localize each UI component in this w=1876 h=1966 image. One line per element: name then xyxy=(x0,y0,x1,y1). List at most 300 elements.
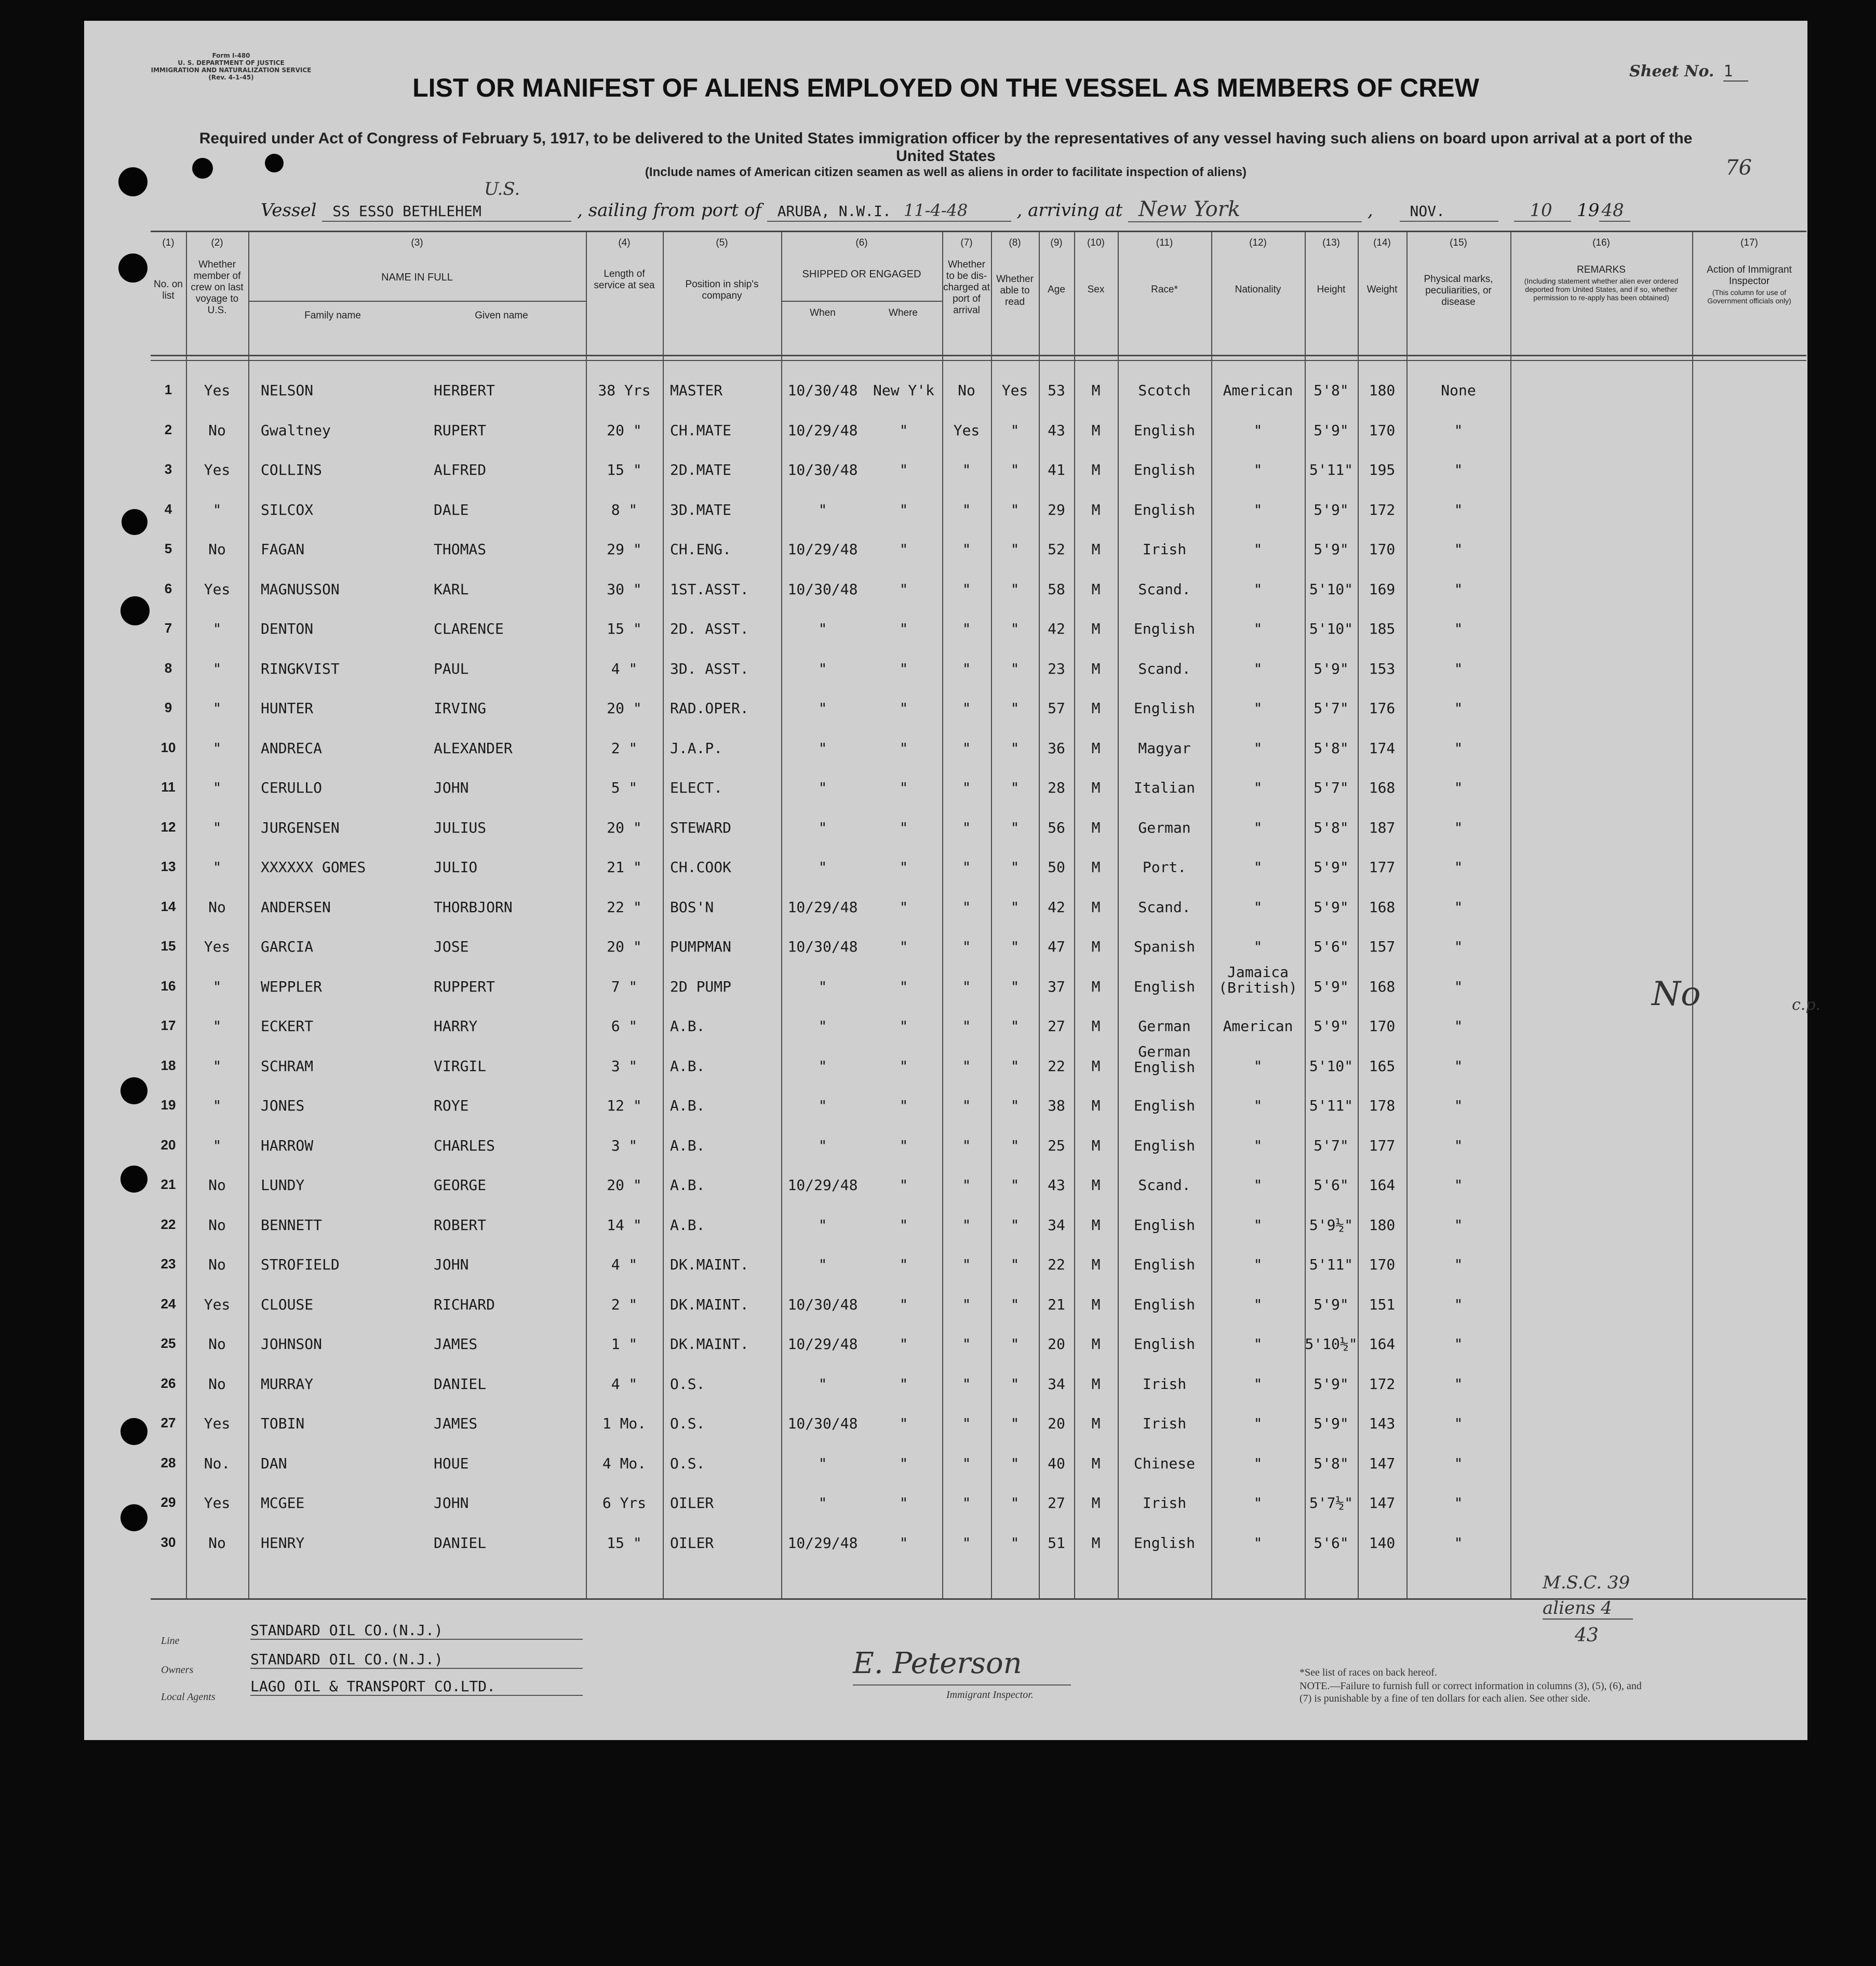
cell-no: 15 xyxy=(160,938,176,954)
cell-weight: 151 xyxy=(1369,1296,1396,1313)
cell-discharged: " xyxy=(962,938,971,955)
cell-length: 4 " xyxy=(611,1256,638,1273)
cell-age: 51 xyxy=(1048,1534,1065,1552)
cell-where: " xyxy=(899,422,908,439)
column-rule xyxy=(186,232,187,1598)
cell-age: 25 xyxy=(1048,1137,1065,1154)
header-given-name: Given name xyxy=(475,310,528,321)
tally-aliens: aliens 4 xyxy=(1543,1598,1633,1620)
owners-value: STANDARD OIL CO.(N.J.) xyxy=(250,1651,583,1669)
cell-weight: 168 xyxy=(1369,779,1396,796)
cell-length: 21 " xyxy=(607,859,642,876)
owners-label: Owners xyxy=(161,1664,194,1676)
vessel-annotation: U.S. xyxy=(484,179,520,199)
cell-length: 12 " xyxy=(607,1097,642,1114)
cell-where: " xyxy=(899,1296,908,1313)
header-no-on-list: No. on list xyxy=(154,279,183,301)
cell-given: JAMES xyxy=(434,1335,478,1353)
cell-position: O.S. xyxy=(670,1455,705,1472)
cell-sex: M xyxy=(1091,461,1101,478)
cell-read: " xyxy=(1010,1455,1020,1472)
cell-given: JULIUS xyxy=(434,819,487,836)
cell-age: 53 xyxy=(1048,382,1065,399)
vessel-name: SS ESSO BETHLEHEM xyxy=(332,203,481,220)
column-rule xyxy=(991,232,992,1598)
cell-member: No xyxy=(208,899,226,916)
col-num-15: (15) xyxy=(1450,237,1467,248)
cell-discharged: Yes xyxy=(953,422,980,439)
cell-no: 6 xyxy=(164,581,172,596)
cell-nationality: " xyxy=(1253,1296,1263,1313)
cell-member: No xyxy=(208,1375,226,1393)
cell-when: 10/29/48 xyxy=(787,1176,858,1194)
header-member: Whether member of crew on last voyage to U.S. xyxy=(191,259,244,316)
cell-marks: " xyxy=(1454,1137,1463,1154)
cell-weight: 170 xyxy=(1369,422,1396,439)
cell-height: 5'7" xyxy=(1314,700,1349,717)
cell-position: O.S. xyxy=(670,1375,705,1393)
cell-length: 5 " xyxy=(611,779,638,796)
cell-position: 3D. ASST. xyxy=(670,660,749,677)
cell-where: " xyxy=(899,1494,908,1512)
cell-no: 14 xyxy=(160,899,176,914)
cell-length: 22 " xyxy=(607,899,642,916)
cell-position: STEWARD xyxy=(670,819,732,836)
arrival-port: New York xyxy=(1138,197,1241,221)
cell-height: 5'7½" xyxy=(1309,1494,1354,1512)
cell-nationality: " xyxy=(1253,1176,1263,1194)
cell-nationality: " xyxy=(1253,422,1263,439)
cell-marks: " xyxy=(1454,1097,1463,1114)
cell-nationality: " xyxy=(1253,779,1263,796)
column-rule xyxy=(586,232,587,1598)
cell-given: JOHN xyxy=(434,1494,469,1512)
cell-race: English xyxy=(1133,501,1196,518)
cell-family: CLOUSE xyxy=(261,1296,314,1313)
cell-marks: " xyxy=(1454,779,1463,796)
cell-where: " xyxy=(899,541,908,558)
cell-read: " xyxy=(1010,541,1020,558)
cell-member: Yes xyxy=(204,1494,231,1512)
cell-sex: M xyxy=(1091,740,1101,757)
cell-height: 5'9" xyxy=(1314,899,1349,916)
cell-age: 58 xyxy=(1048,581,1065,598)
tally-ms: M.S.C. 39 xyxy=(1543,1572,1630,1593)
cell-when: 10/30/48 xyxy=(787,461,858,478)
cell-when: " xyxy=(818,1018,827,1035)
cell-member: " xyxy=(212,700,222,717)
cell-read: " xyxy=(1010,422,1020,439)
cell-age: 22 xyxy=(1048,1058,1065,1075)
cell-length: 1 " xyxy=(611,1335,638,1353)
cell-height: 5'8" xyxy=(1314,819,1349,836)
col-num-16: (16) xyxy=(1592,237,1610,248)
cell-sex: M xyxy=(1091,382,1101,399)
cell-length: 15 " xyxy=(607,461,642,478)
punch-hole xyxy=(120,1504,148,1531)
cell-position: ELECT. xyxy=(670,779,723,796)
cell-sex: M xyxy=(1091,581,1101,598)
cell-sex: M xyxy=(1091,938,1101,955)
cell-race: Port. xyxy=(1142,859,1187,876)
cell-weight: 157 xyxy=(1369,938,1396,955)
cell-no: 10 xyxy=(160,740,176,755)
cell-given: JAMES xyxy=(434,1415,478,1432)
cell-family: JOHNSON xyxy=(261,1335,323,1353)
cell-nationality: " xyxy=(1253,740,1263,757)
arriving-label: , arriving at xyxy=(1016,200,1123,221)
cell-race: Irish xyxy=(1142,1415,1187,1432)
cell-race: English xyxy=(1133,620,1196,637)
col-num-11: (11) xyxy=(1156,237,1173,248)
cell-height: 5'11" xyxy=(1309,1097,1354,1114)
cell-length: 3 " xyxy=(611,1058,638,1075)
cell-weight: 176 xyxy=(1369,700,1396,717)
cell-age: 40 xyxy=(1048,1455,1065,1472)
punch-hole xyxy=(192,158,213,179)
cell-sex: M xyxy=(1091,620,1101,637)
cell-age: 41 xyxy=(1048,461,1065,478)
cell-no: 24 xyxy=(160,1296,176,1312)
column-rule xyxy=(942,232,943,1598)
punch-hole xyxy=(120,596,150,625)
cell-read: " xyxy=(1010,1176,1020,1194)
cell-height: 5'9" xyxy=(1314,1018,1349,1035)
cell-age: 34 xyxy=(1048,1216,1065,1234)
cell-race: English xyxy=(1133,1216,1196,1234)
cell-marks: " xyxy=(1454,859,1463,876)
cell-weight: 140 xyxy=(1369,1534,1396,1552)
page-title: LIST OR MANIFEST OF ALIENS EMPLOYED ON THE VESSEL AS MEMBERS OF CREW xyxy=(412,73,1479,102)
cell-read: " xyxy=(1010,501,1020,518)
cell-given: JOSE xyxy=(434,938,469,955)
cell-when: 10/29/48 xyxy=(787,1534,858,1552)
cell-no: 23 xyxy=(160,1256,176,1272)
form-number: Form I-480 xyxy=(212,52,250,59)
cell-length: 15 " xyxy=(607,1534,642,1552)
cell-height: 5'10" xyxy=(1309,581,1354,598)
cell-marks: " xyxy=(1454,1018,1463,1035)
cell-given: ALEXANDER xyxy=(434,740,513,757)
cell-read: " xyxy=(1010,938,1020,955)
column-rule xyxy=(663,232,664,1598)
cell-when: 10/30/48 xyxy=(787,938,858,955)
cell-sex: M xyxy=(1091,541,1101,558)
cell-length: 4 Mo. xyxy=(602,1455,647,1472)
cell-given: JULIO xyxy=(434,859,478,876)
cell-weight: 177 xyxy=(1369,859,1396,876)
cell-discharged: " xyxy=(962,1296,971,1313)
cell-family: DAN xyxy=(261,1455,287,1472)
penalty-note: NOTE.—Failure to furnish full or correct information in columns (3), (5), (6), and (7) is punishable by a fine of ten dollars for each alien. See other side. xyxy=(1299,1680,1642,1704)
cell-member: " xyxy=(212,1097,222,1114)
cell-family: FAGAN xyxy=(261,541,305,558)
cell-sex: M xyxy=(1091,1335,1101,1353)
cell-race: English xyxy=(1133,461,1196,478)
cell-height: 5'9" xyxy=(1314,1296,1349,1313)
cell-sex: M xyxy=(1091,1097,1101,1114)
cell-sex: M xyxy=(1091,1455,1101,1472)
vessel-label: Vessel xyxy=(261,200,317,221)
cell-read: " xyxy=(1010,859,1020,876)
cell-read: " xyxy=(1010,620,1020,637)
cell-family: HENRY xyxy=(261,1534,305,1552)
cell-age: 34 xyxy=(1048,1375,1065,1393)
cell-height: 5'8" xyxy=(1314,1455,1349,1472)
cell-position: DK.MAINT. xyxy=(670,1256,749,1273)
cell-no: 1 xyxy=(164,382,172,397)
cell-nationality: American xyxy=(1223,382,1293,399)
inspector-label: Immigrant Inspector. xyxy=(946,1689,1034,1701)
cell-height: 5'9" xyxy=(1314,541,1349,558)
cell-marks: " xyxy=(1454,740,1463,757)
cell-length: 1 Mo. xyxy=(602,1415,647,1432)
header-action-note: (This column for use of Government officials only) xyxy=(1707,288,1791,305)
cell-no: 27 xyxy=(160,1415,176,1430)
cell-where: " xyxy=(899,819,908,836)
page-mark: 76 xyxy=(1725,156,1752,180)
agents-value: LAGO OIL & TRANSPORT CO.LTD. xyxy=(250,1678,583,1696)
cell-sex: M xyxy=(1091,899,1101,916)
punch-hole xyxy=(118,253,148,283)
cell-given: THOMAS xyxy=(434,541,487,558)
cell-height: 5'10" xyxy=(1309,1058,1354,1075)
cell-family: SILCOX xyxy=(261,501,314,518)
cell-member: Yes xyxy=(204,461,231,478)
cell-weight: 169 xyxy=(1369,581,1396,598)
cell-given: HOUE xyxy=(434,1455,469,1472)
column-rule xyxy=(1211,232,1212,1598)
races-note: *See list of races on back hereof. xyxy=(1299,1667,1437,1678)
cell-when: 10/29/48 xyxy=(787,541,858,558)
cell-member: No xyxy=(208,1176,226,1194)
column-rule xyxy=(1305,232,1306,1598)
cell-member: " xyxy=(212,501,222,518)
inspector-signature: E. Peterson xyxy=(853,1647,1022,1680)
cell-family: MAGNUSSON xyxy=(261,581,340,598)
cell-marks: " xyxy=(1454,938,1463,955)
cell-marks: " xyxy=(1454,1058,1463,1075)
cell-where: " xyxy=(899,1335,908,1353)
cell-age: 43 xyxy=(1048,422,1065,439)
cell-marks: " xyxy=(1454,819,1463,836)
cell-sex: M xyxy=(1091,819,1101,836)
cell-marks: " xyxy=(1454,700,1463,717)
cell-height: 5'11" xyxy=(1309,461,1354,478)
cell-sex: M xyxy=(1091,1256,1101,1273)
col-num-9: (9) xyxy=(1050,237,1063,248)
cell-length: 29 " xyxy=(607,541,642,558)
cell-member: No xyxy=(208,1534,226,1552)
cell-member: " xyxy=(212,1018,222,1035)
cell-given: HARRY xyxy=(434,1018,478,1035)
cell-length: 8 " xyxy=(611,501,638,518)
cell-marks: " xyxy=(1454,1534,1463,1552)
header-position: Position in ship's company xyxy=(685,279,759,301)
cell-family: ANDRECA xyxy=(261,740,323,757)
cell-height: 5'9" xyxy=(1314,859,1349,876)
sailing-label: , sailing from port of xyxy=(577,200,761,221)
cell-given: RUPERT xyxy=(434,422,487,439)
cell-marks: " xyxy=(1454,461,1463,478)
cell-family: WEPPLER xyxy=(261,978,323,995)
cell-read: Yes xyxy=(1001,382,1028,399)
header-where: Where xyxy=(889,307,918,318)
cell-nationality: " xyxy=(1253,1375,1263,1393)
cell-given: ROYE xyxy=(434,1097,469,1114)
cell-weight: 180 xyxy=(1369,1216,1396,1234)
cell-weight: 172 xyxy=(1369,1375,1396,1393)
cell-where: " xyxy=(899,660,908,677)
col-num-6: (6) xyxy=(855,237,868,248)
cell-weight: 164 xyxy=(1369,1176,1396,1194)
cell-sex: M xyxy=(1091,1176,1101,1194)
cell-family: NELSON xyxy=(261,382,314,399)
cell-sex: M xyxy=(1091,1058,1101,1075)
cell-race: Chinese xyxy=(1133,1455,1196,1472)
cell-no: 21 xyxy=(160,1176,176,1192)
header-action: Action of Immigrant Inspector xyxy=(1707,264,1792,287)
cell-where: " xyxy=(899,620,908,637)
cell-race: Scotch xyxy=(1138,382,1191,399)
cell-marks: " xyxy=(1454,1256,1463,1273)
cell-family: SCHRAM xyxy=(261,1058,314,1075)
cell-height: 5'10½" xyxy=(1305,1335,1358,1353)
cell-position: A.B. xyxy=(670,1058,705,1075)
cell-race: Scand. xyxy=(1138,581,1191,598)
cell-nationality: " xyxy=(1253,581,1263,598)
cell-position: A.B. xyxy=(670,1137,705,1154)
cell-age: 57 xyxy=(1048,700,1065,717)
cell-height: 5'8" xyxy=(1314,740,1349,757)
column-rule xyxy=(1406,232,1408,1598)
cell-family: JURGENSEN xyxy=(261,819,340,836)
col-num-1: (1) xyxy=(162,237,175,248)
cell-discharged: " xyxy=(962,740,971,757)
cell-nationality: Jamaica (British) xyxy=(1218,964,1297,996)
cell-position: CH.COOK xyxy=(670,859,732,876)
cell-given: VIRGIL xyxy=(434,1058,487,1075)
cell-read: " xyxy=(1010,1137,1020,1154)
header-physical-marks: Physical marks, peculiarities, or disease xyxy=(1424,274,1493,307)
cell-read: " xyxy=(1010,1375,1020,1393)
cell-read: " xyxy=(1010,1534,1020,1552)
cell-position: J.A.P. xyxy=(670,740,723,757)
cell-family: JONES xyxy=(261,1097,305,1114)
cell-race: English xyxy=(1133,1534,1196,1552)
cell-read: " xyxy=(1010,1097,1020,1114)
col-num-5: (5) xyxy=(716,237,728,248)
sheet-value: 1 xyxy=(1723,62,1748,82)
cell-sex: M xyxy=(1091,859,1101,876)
cell-sex: M xyxy=(1091,779,1101,796)
cell-member: " xyxy=(212,859,222,876)
cell-race: English xyxy=(1133,1335,1196,1353)
cell-read: " xyxy=(1010,899,1020,916)
cell-read: " xyxy=(1010,461,1020,478)
cell-marks: " xyxy=(1454,1176,1463,1194)
header-name-in-full: NAME IN FULL xyxy=(381,272,453,283)
cell-read: " xyxy=(1010,779,1020,796)
cell-length: 20 " xyxy=(607,1176,642,1194)
cell-nationality: " xyxy=(1253,1534,1263,1552)
cell-sex: M xyxy=(1091,660,1101,677)
cell-nationality: American xyxy=(1223,1018,1293,1035)
cell-discharged: " xyxy=(962,1415,971,1432)
cell-read: " xyxy=(1010,581,1020,598)
cell-length: 20 " xyxy=(607,938,642,955)
column-rule xyxy=(248,232,249,1598)
cell-read: " xyxy=(1010,1415,1020,1432)
cell-age: 22 xyxy=(1048,1256,1065,1273)
cell-age: 42 xyxy=(1048,620,1065,637)
col-num-10: (10) xyxy=(1087,237,1105,248)
cell-where: " xyxy=(899,779,908,796)
cell-when: " xyxy=(818,819,827,836)
action-annotation: c.p. xyxy=(1792,996,1821,1014)
cell-height: 5'10" xyxy=(1309,620,1354,637)
cell-discharged: " xyxy=(962,581,971,598)
cell-height: 5'9" xyxy=(1314,660,1349,677)
cell-nationality: " xyxy=(1253,1335,1263,1353)
cell-age: 38 xyxy=(1048,1097,1065,1114)
cell-weight: 165 xyxy=(1369,1058,1396,1075)
cell-member: " xyxy=(212,1058,222,1075)
cell-weight: 170 xyxy=(1369,1256,1396,1273)
cell-race: Scand. xyxy=(1138,660,1191,677)
cell-discharged: " xyxy=(962,779,971,796)
cell-length: 20 " xyxy=(607,700,642,717)
cell-weight: 172 xyxy=(1369,501,1396,518)
cell-discharged: " xyxy=(962,1375,971,1393)
remarks-annotation: No xyxy=(1652,975,1701,1013)
cell-discharged: " xyxy=(962,978,971,995)
cell-weight: 170 xyxy=(1369,1018,1396,1035)
col-num-17: (17) xyxy=(1740,237,1758,248)
cell-no: 7 xyxy=(164,620,172,636)
header-family-name: Family name xyxy=(304,310,361,321)
col-num-7: (7) xyxy=(960,237,973,248)
cell-family: DENTON xyxy=(261,620,314,637)
cell-age: 29 xyxy=(1048,501,1065,518)
cell-sex: M xyxy=(1091,1216,1101,1234)
header-remarks-note: (Including statement whether alien ever ordered deported from United States, and if so, whether permission to re-apply has been obtained) xyxy=(1524,277,1679,302)
cell-position: MASTER xyxy=(670,382,723,399)
sheet-label: Sheet No. xyxy=(1629,62,1714,81)
cell-sex: M xyxy=(1091,978,1101,995)
cell-family: BENNETT xyxy=(261,1216,323,1234)
cell-read: " xyxy=(1010,700,1020,717)
cell-discharged: " xyxy=(962,660,971,677)
cell-age: 47 xyxy=(1048,938,1065,955)
row-rule xyxy=(248,301,586,302)
cell-height: 5'9" xyxy=(1314,422,1349,439)
cell-member: No xyxy=(208,541,226,558)
form-service: IMMIGRATION AND NATURALIZATION SERVICE xyxy=(151,66,312,74)
cell-age: 50 xyxy=(1048,859,1065,876)
cell-where: " xyxy=(899,501,908,518)
cell-read: " xyxy=(1010,740,1020,757)
cell-when: " xyxy=(818,700,827,717)
cell-sex: M xyxy=(1091,501,1101,518)
cell-where: " xyxy=(899,1018,908,1035)
cell-length: 4 " xyxy=(611,660,638,677)
cell-marks: " xyxy=(1454,581,1463,598)
cell-marks: " xyxy=(1454,541,1463,558)
cell-weight: 147 xyxy=(1369,1494,1396,1512)
cell-nationality: " xyxy=(1253,1455,1263,1472)
cell-family: XXXXXX GOMES xyxy=(261,859,366,876)
